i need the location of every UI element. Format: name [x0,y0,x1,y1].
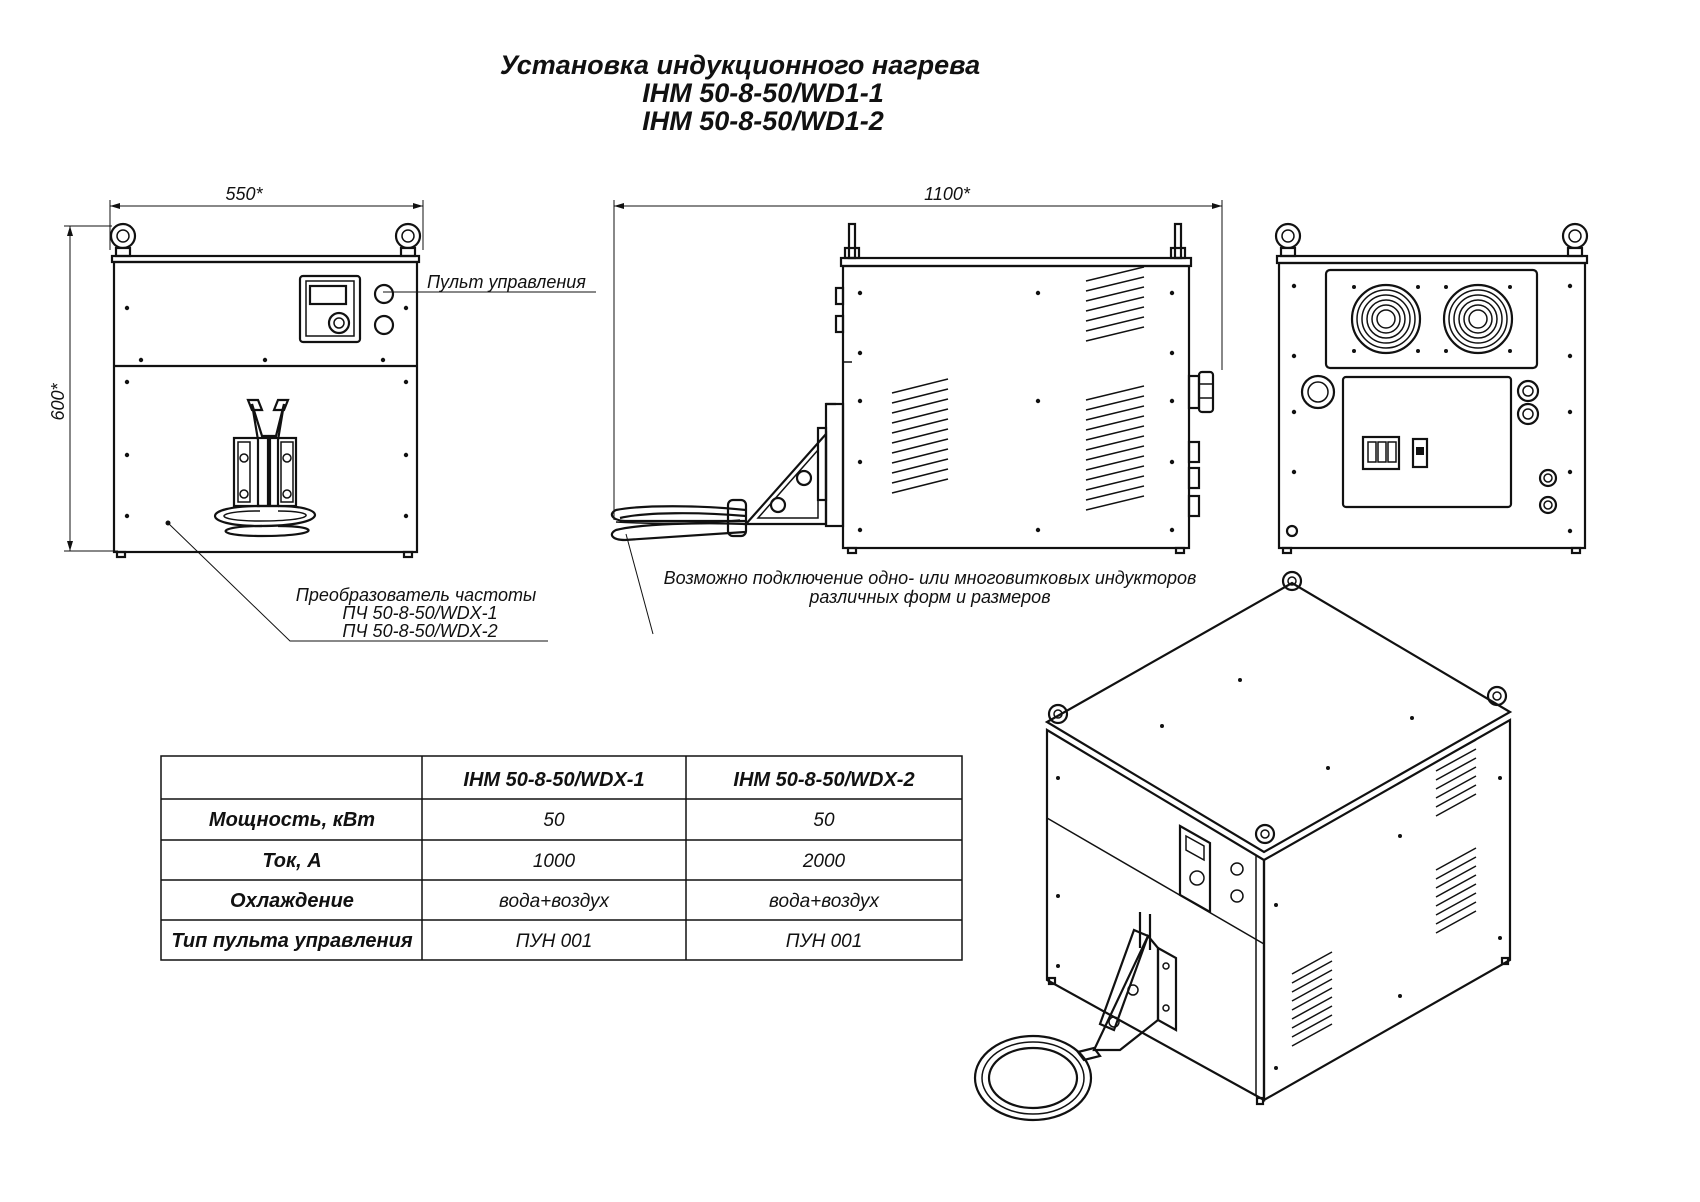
side-vent-lower [1086,386,1144,510]
table-cell-value-2: вода+воздух [769,891,879,912]
iso-top-face [1047,583,1510,852]
iso-inductor [975,912,1176,1120]
fan-icon-left [1352,285,1420,353]
table-header-row [463,769,914,791]
front-screws [125,306,408,526]
width-dimension [110,184,423,250]
drawing-title [500,50,980,136]
title-line-1: Установка индукционного нагрева [499,50,981,80]
lifting-eye-left [111,224,135,256]
leader-inductor [626,534,653,634]
table-cell-value-2: ПУН 001 [785,931,863,952]
table-row [262,850,845,872]
table-cell-value-1: ПУН 001 [515,931,593,952]
side-vent-upper [1086,267,1144,341]
side-connectors [1189,372,1213,516]
fan-icon-right [1444,285,1512,353]
length-dimension-label: 1100* [924,184,970,204]
iso-lifting-eyes [1049,572,1506,843]
height-dimension [48,226,118,551]
front-inductor [215,400,315,536]
table-cell-param: Ток, А [262,850,322,872]
iso-front-face [1047,730,1264,1100]
table-cell-value-2: 2000 [802,851,846,872]
table-header-model-1: IHM 50-8-50/WDX-1 [463,769,645,791]
iso-screws [1056,678,1502,1070]
title-line-2: IHM 50-8-50/WD1-1 [642,78,884,108]
table-row [171,930,862,952]
iso-vents [1292,740,1476,1046]
label-converter [296,585,536,641]
isometric-view [975,572,1510,1120]
panel-display [310,286,346,304]
rear-lifting-eye-left [1276,224,1300,256]
label-converter-line-3: ПЧ 50-8-50/WDX-2 [342,621,498,641]
table-cell-value-2: 50 [813,810,835,831]
table-cell-param: Охлаждение [230,890,354,912]
table-cell-value-1: вода+воздух [499,891,609,912]
label-inductor [664,568,1197,607]
table-row [209,809,835,831]
panel-button-1 [375,285,393,303]
width-dimension-label: 550* [225,184,263,204]
label-inductor-line-2: различных форм и размеров [809,587,1051,607]
table-row [230,890,880,912]
lifting-eye-right [396,224,420,256]
table-cell-value-1: 1000 [532,851,576,872]
specs-table [161,756,962,960]
rear-view [1276,224,1587,553]
rear-lifting-eye-right [1563,224,1587,256]
table-header-model-2: IHM 50-8-50/WDX-2 [733,769,915,791]
control-panel [300,276,393,342]
table-cell-value-1: 50 [543,810,565,831]
panel-button-2 [375,316,393,334]
table-cell-param: Мощность, кВт [208,809,376,831]
front-view [48,184,596,641]
side-inductor-bracket [746,404,843,526]
rear-screws [1292,284,1572,533]
side-top-lid [841,258,1191,266]
side-vent-middle [892,379,948,493]
rear-connectors [1287,376,1556,536]
height-dimension-label: 600* [48,383,68,421]
cabinet-body [114,262,417,552]
title-line-3: IHM 50-8-50/WD1-2 [642,106,884,136]
label-converter-line-2: ПЧ 50-8-50/WDX-1 [342,603,498,623]
iso-control-panel [1180,826,1243,912]
label-control-panel: Пульт управления [427,272,586,292]
label-inductor-line-1: Возможно подключение одно- или многовитковых индукторов [663,568,1197,588]
table-cell-param: Тип пульта управления [171,930,413,952]
side-view [612,184,1222,634]
side-screws [858,291,1174,532]
panel-knob [329,313,349,333]
label-converter-line-1: Преобразователь частоты [295,585,537,605]
side-inductor-coil [612,500,746,540]
